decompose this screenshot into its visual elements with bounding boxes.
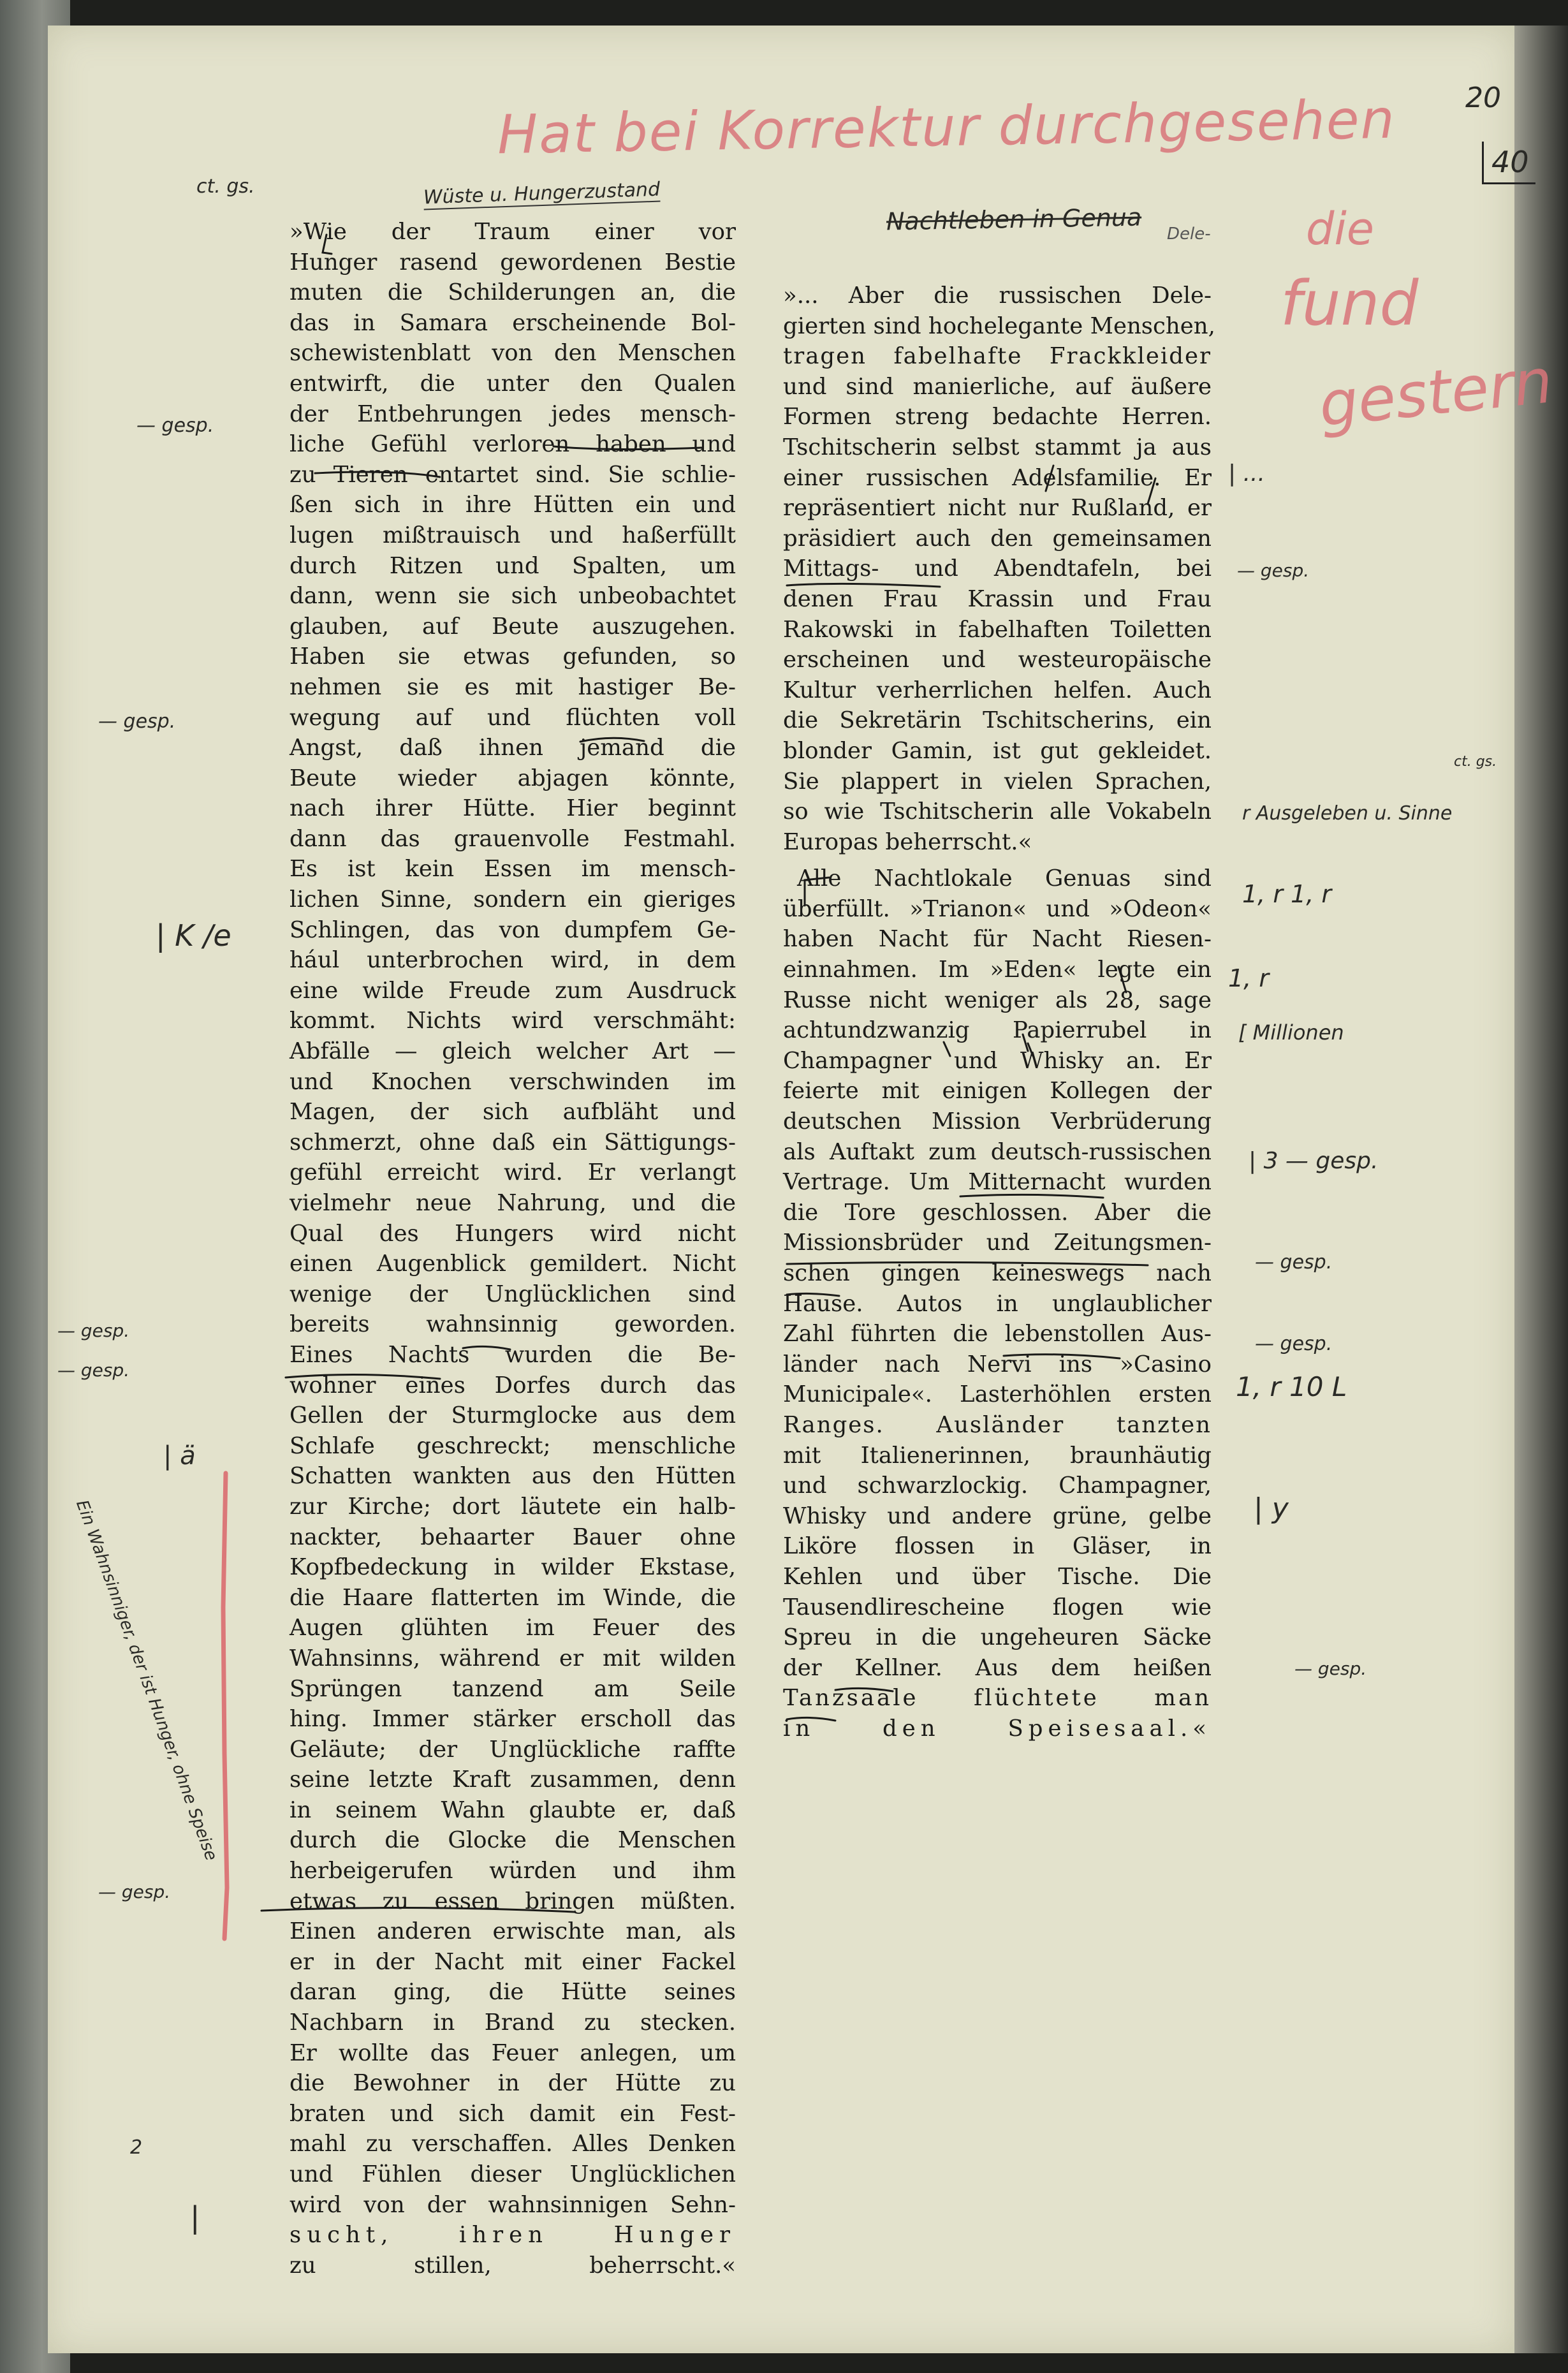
text-line: Missionsbrüder und Zeitungsmen-	[783, 1230, 1212, 1256]
text-line: wohner eines Dorfes durch das	[289, 1372, 736, 1399]
text-line: der Entbehrungen jedes mensch-	[289, 400, 736, 427]
text-line: in den Speisesaal.«	[783, 1715, 1212, 1742]
text-line: und schwarzlockig. Champagner,	[783, 1473, 1212, 1499]
text-line: Einen anderen erwischte man, als	[289, 1918, 736, 1945]
text-line: repräsentiert nicht nur Rußland, er	[783, 495, 1212, 522]
text-line: sucht, ihren Hunger	[289, 2222, 736, 2249]
text-line: so wie Tschitscherin alle Vokabeln	[783, 798, 1212, 825]
text-line: Sie plappert in vielen Sprachen,	[783, 768, 1212, 795]
right-heading-handwritten: Nachtleben in Genua	[886, 203, 1142, 236]
text-line: länder nach Nervi ins »Casino	[783, 1351, 1212, 1378]
margin-note-left-vertical: Ein Wahnsinniger, der ist Hunger, ohne Speise	[72, 1497, 221, 1863]
left-text-column	[289, 217, 736, 2281]
text-line: Kopfbedeckung in wilder Ekstase,	[289, 1554, 736, 1581]
text-line: Russe nicht weniger als 28, sage	[783, 987, 1212, 1013]
text-line: lugen mißtrauisch und haßerfüllt	[289, 522, 736, 548]
text-line: Sprüngen tanzend am Seile	[289, 1675, 736, 1702]
text-line: Nachbarn in Brand zu stecken.	[289, 2009, 736, 2036]
text-line: ßen sich in ihre Hütten ein und	[289, 492, 736, 518]
text-line: wird von der wahnsinnigen Sehn-	[289, 2191, 736, 2218]
margin-note-left: — gesp.	[57, 1320, 130, 1341]
margin-note-left: | ä	[163, 1441, 196, 1471]
margin-note-left: — gesp.	[136, 415, 214, 437]
text-line: Tschitscherin selbst stammt ja aus	[783, 434, 1212, 460]
text-line: Tanzsaale flüchtete man	[783, 1685, 1212, 1712]
text-line: Es ist kein Essen im mensch-	[289, 856, 736, 883]
text-line: Schatten wankten aus den Hütten	[289, 1463, 736, 1490]
text-line: Geläute; der Unglückliche raffte	[289, 1736, 736, 1763]
text-line: Spreu in die ungeheuren Säcke	[783, 1624, 1212, 1651]
text-line: durch Ritzen und Spalten, um	[289, 552, 736, 579]
text-line: denen Frau Krassin und Frau	[783, 585, 1212, 612]
text-line: dann das grauenvolle Festmahl.	[289, 825, 736, 852]
text-line: lichen Sinne, sondern ein gieriges	[289, 886, 736, 913]
text-line: Schlafe geschreckt; menschliche	[289, 1432, 736, 1459]
text-line: einen Augenblick gemildert. Nicht	[289, 1251, 736, 1277]
text-line: wegung auf und flüchten voll	[289, 704, 736, 731]
text-line: Kehlen und über Tische. Die	[783, 1563, 1212, 1590]
text-line: Hunger rasend gewordenen Bestie	[289, 249, 736, 276]
text-line: Angst, daß ihnen jemand die	[289, 735, 736, 761]
text-line: Abfälle — gleich welcher Art —	[289, 1038, 736, 1065]
text-line: die Haare flatterten im Winde, die	[289, 1584, 736, 1611]
margin-note-right: 1, r 10 L	[1236, 1371, 1347, 1402]
text-line: tragen fabelhafte Frackkleider	[783, 343, 1212, 370]
text-line: präsidiert auch den gemeinsamen	[783, 525, 1212, 552]
text-line: Champagner und Whisky an. Er	[783, 1047, 1212, 1074]
text-line: Formen streng bedachte Herren.	[783, 404, 1212, 430]
text-line: Kultur verherrlichen helfen. Auch	[783, 677, 1212, 703]
text-line: er in der Nacht mit einer Fackel	[289, 1948, 736, 1975]
text-line: gefühl erreicht wird. Er verlangt	[289, 1159, 736, 1186]
text-line: kommt. Nichts wird verschmäht:	[289, 1008, 736, 1034]
text-line: achtundzwanzig Papierrubel in	[783, 1017, 1212, 1044]
text-line: braten und sich damit ein Fest-	[289, 2100, 736, 2127]
margin-note-right: — gesp.	[1237, 560, 1310, 581]
text-line: Europas beherrscht.«	[783, 828, 1032, 855]
text-line: mahl zu verschaffen. Alles Denken	[289, 2131, 736, 2157]
folio-top-number: 20	[1465, 82, 1501, 114]
text-line: Hause. Autos in unglaublicher	[783, 1290, 1212, 1317]
margin-note-right: r Ausgeleben u. Sinne	[1242, 802, 1453, 825]
text-line: Gellen der Sturmglocke aus dem	[289, 1402, 736, 1429]
text-line: »... Aber die russischen Dele-	[783, 283, 1212, 309]
text-line: Er wollte das Feuer anlegen, um	[289, 2039, 736, 2066]
margin-note-right: — gesp.	[1255, 1333, 1333, 1355]
margin-note-right: | ...	[1228, 460, 1265, 487]
text-line: durch die Glocke die Menschen	[289, 1827, 736, 1854]
text-line: die Tore geschlossen. Aber die	[783, 1199, 1212, 1226]
margin-note-left: |	[190, 2200, 200, 2235]
text-line: schewistenblatt von den Menschen	[289, 340, 736, 367]
left-heading-handwritten: Wüste u. Hungerzustand	[423, 178, 661, 209]
text-line: Ranges. Ausländer tanzten	[783, 1411, 1212, 1438]
text-line: überfüllt. »Trianon« und »Odeon«	[783, 895, 1212, 922]
text-line: die Bewohner in der Hütte zu	[289, 2070, 736, 2097]
text-line: bereits wahnsinnig geworden.	[289, 1311, 736, 1338]
text-line: zu Tieren entartet sind. Sie schlie-	[289, 461, 736, 488]
margin-note-left: — gesp.	[98, 1881, 171, 1902]
text-line: entwirft, die unter den Qualen	[289, 370, 736, 397]
text-line: zu stillen, beherrscht.«	[289, 2252, 736, 2279]
text-line: hául unterbrochen wird, in dem	[289, 947, 736, 974]
text-line: Vertrage. Um Mitternacht wurden	[783, 1169, 1212, 1196]
text-line: schen gingen keineswegs nach	[783, 1260, 1212, 1286]
margin-note-left: — gesp.	[57, 1360, 130, 1381]
right-paragraph-2	[783, 863, 1212, 1744]
top-right-margin-note: Dele-	[1167, 224, 1211, 244]
text-line: Alle Nachtlokale Genuas sind	[797, 865, 1212, 892]
text-line: einnahmen. Im »Eden« legte ein	[783, 957, 1212, 983]
text-line: Schlingen, das von dumpfem Ge-	[289, 916, 736, 943]
text-line: und Knochen verschwinden im	[289, 1068, 736, 1095]
text-line: wenige der Unglücklichen sind	[289, 1281, 736, 1307]
margin-note-right: 1, r	[1228, 964, 1269, 992]
text-line: glauben, auf Beute auszugehen.	[289, 613, 736, 640]
margin-note-right: [ Millionen	[1238, 1020, 1344, 1045]
text-line: als Auftakt zum deutsch-russischen	[783, 1138, 1212, 1165]
text-line: »Wie der Traum einer vor	[289, 219, 736, 245]
text-line: Qual des Hungers wird nicht	[289, 1220, 736, 1247]
text-line: deutschen Mission Verbrüderung	[783, 1108, 1212, 1135]
margin-note-right: 1, r 1, r	[1242, 880, 1331, 908]
text-line: Rakowski in fabelhaften Toiletten	[783, 616, 1212, 643]
text-line: seine letzte Kraft zusammen, denn	[289, 1767, 736, 1793]
folio-box-number: 40	[1482, 142, 1535, 184]
text-line: nackter, behaarter Bauer ohne	[289, 1524, 736, 1550]
text-line: feierte mit einigen Kollegen der	[783, 1078, 1212, 1105]
document-page	[48, 26, 1514, 2353]
text-line: und sind manierliche, auf äußere	[783, 373, 1212, 400]
text-line: muten die Schilderungen an, die	[289, 279, 736, 306]
text-line: Haben sie etwas gefunden, so	[289, 643, 736, 670]
text-line: Mittags- und Abendtafeln, bei	[783, 555, 1212, 582]
margin-note-left: — gesp.	[98, 710, 176, 733]
text-line: Liköre flossen in Gläser, in	[783, 1533, 1212, 1560]
red-note-side-3: gestern	[1315, 345, 1556, 441]
text-line: haben Nacht für Nacht Riesen-	[783, 926, 1212, 953]
text-line: daran ging, die Hütte seines	[289, 1979, 736, 2006]
right-paragraph-1	[783, 281, 1215, 857]
text-line: Zahl führten die lebenstollen Aus-	[783, 1321, 1212, 1348]
margin-note-left: 2	[130, 2136, 143, 2159]
text-line: der Kellner. Aus dem heißen	[783, 1654, 1212, 1681]
text-line: blonder Gamin, ist gut gekleidet.	[783, 737, 1212, 764]
text-line: die Sekretärin Tschitscherins, ein	[783, 707, 1212, 734]
text-line: Whisky und andere grüne, gelbe	[783, 1502, 1212, 1529]
text-line: hing. Immer stärker erscholl das	[289, 1706, 736, 1733]
margin-note-right: | 3 — gesp.	[1249, 1148, 1379, 1174]
text-line: liche Gefühl verloren haben und	[289, 431, 736, 458]
text-line: eine wilde Freude zum Ausdruck	[289, 977, 736, 1004]
text-line: und Fühlen dieser Unglücklichen	[289, 2161, 736, 2187]
right-text-column	[783, 281, 1215, 1744]
margin-note-right: ct. gs.	[1454, 754, 1497, 770]
text-line: Beute wieder abjagen könnte,	[289, 765, 736, 791]
margin-note-right: — gesp.	[1294, 1658, 1367, 1679]
red-note-side-2: fund	[1280, 268, 1419, 339]
margin-note-right: | y	[1254, 1492, 1289, 1525]
text-line: in seinem Wahn glaubte er, daß	[289, 1796, 736, 1823]
text-line: einer russischen Adelsfamilie. Er	[783, 464, 1212, 491]
red-note-side-1: die	[1306, 203, 1374, 255]
text-line: Eines Nachts wurden die Be-	[289, 1341, 736, 1368]
text-line: schmerzt, ohne daß ein Sättigungs-	[289, 1129, 736, 1156]
text-line: herbeigerufen würden und ihm	[289, 1858, 736, 1884]
text-line: etwas zu essen bringen müßten.	[289, 1888, 736, 1914]
text-line: nehmen sie es mit hastiger Be-	[289, 673, 736, 700]
text-line: Magen, der sich aufbläht und	[289, 1099, 736, 1126]
text-line: dann, wenn sie sich unbeobachtet	[289, 583, 736, 610]
text-line: vielmehr neue Nahrung, und die	[289, 1190, 736, 1216]
text-line: das in Samara erscheinende Bol-	[289, 309, 736, 336]
text-line: Tausendlirescheine flogen wie	[783, 1594, 1212, 1620]
text-line: nach ihrer Hütte. Hier beginnt	[289, 795, 736, 822]
top-left-margin-note: ct. gs.	[196, 175, 255, 198]
text-line: mit Italienerinnen, braunhäutig	[783, 1442, 1212, 1469]
text-line: gierten sind hochelegante Menschen,	[783, 312, 1215, 339]
margin-note-right: — gesp.	[1255, 1251, 1333, 1274]
text-line: erscheinen und westeuropäische	[783, 647, 1212, 673]
margin-note-left: | K /e	[156, 918, 231, 953]
text-line: Augen glühten im Feuer des	[289, 1615, 736, 1642]
text-line: zur Kirche; dort läutete ein halb-	[289, 1493, 736, 1520]
text-line: Wahnsinns, während er mit wilden	[289, 1645, 736, 1671]
red-note-top: Hat bei Korrektur durchgesehen	[497, 87, 1396, 166]
text-line: Municipale«. Lasterhöhlen ersten	[783, 1381, 1212, 1408]
